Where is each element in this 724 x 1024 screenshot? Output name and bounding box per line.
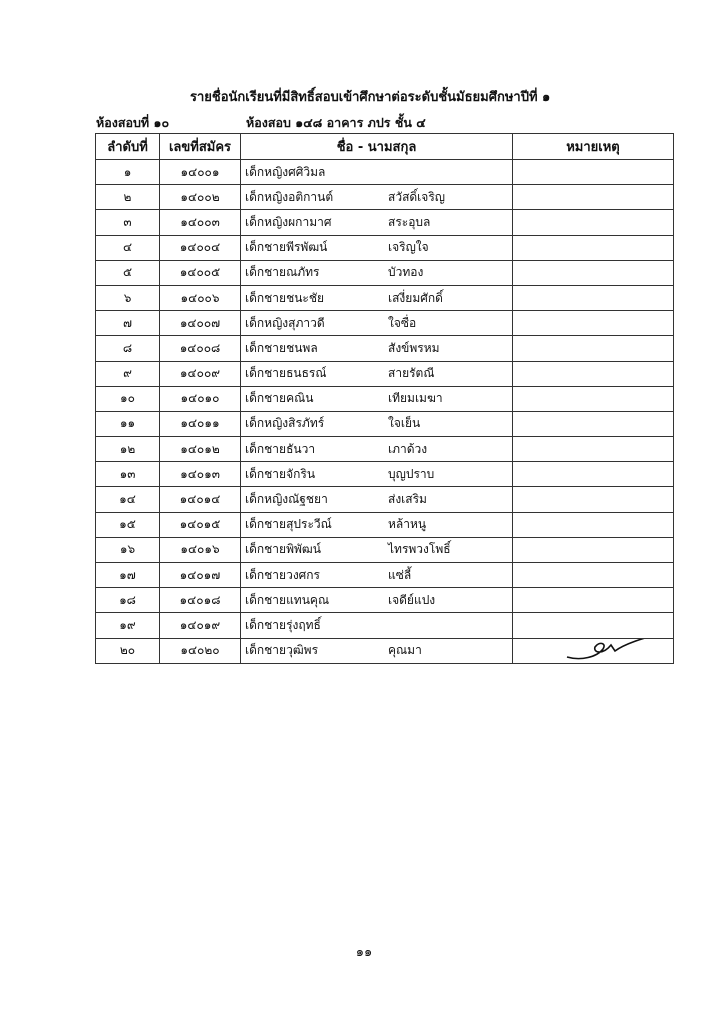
student-name (241, 437, 513, 462)
first-name: เด็กชายคณิน (245, 391, 314, 406)
application-number: ๑๔๐๐๖ (160, 285, 241, 310)
remark-cell (513, 311, 674, 336)
remark-cell (513, 437, 674, 462)
application-number: ๑๔๐๐๘ (160, 336, 241, 361)
application-number: ๑๔๐๑๙ (160, 613, 241, 638)
student-name (241, 311, 513, 336)
row-number: ๑๓ (96, 462, 160, 487)
table-row (96, 563, 674, 588)
application-number: ๑๔๐๑๒ (160, 437, 241, 462)
last-name: เสงี่ยมศักดิ์ (388, 290, 443, 305)
last-name: คุณมา (388, 643, 422, 658)
first-name: เด็กชายพีรพัฒน์ (245, 240, 328, 255)
first-name: เด็กชายจักริน (245, 466, 316, 481)
table-row (96, 411, 674, 436)
remark-cell (513, 537, 674, 562)
student-name (241, 210, 513, 235)
first-name: เด็กชายชนะชัย (245, 290, 325, 305)
application-number: ๑๔๐๐๗ (160, 311, 241, 336)
table-row (96, 487, 674, 512)
last-name: แซ่ลี้ (388, 567, 412, 582)
student-name (241, 185, 513, 210)
remark-cell (513, 160, 674, 185)
remark-cell (513, 563, 674, 588)
first-name: เด็กชายธันวา (245, 441, 316, 456)
table-row (96, 638, 674, 663)
row-number: ๑๑ (96, 411, 160, 436)
last-name: เจริญใจ (388, 240, 429, 255)
table-row (96, 588, 674, 613)
column-header-name: ชื่อ - นามสกุล (241, 134, 513, 160)
row-number: ๑๔ (96, 487, 160, 512)
first-name: เด็กชายวุฒิพร (245, 643, 319, 658)
row-number: ๑ (96, 160, 160, 185)
application-number: ๑๔๐๐๒ (160, 185, 241, 210)
first-name: เด็กชายชนพล (245, 340, 318, 355)
table-header-row (96, 134, 674, 160)
column-header-remark: หมายเหตุ (513, 134, 674, 160)
table-row (96, 537, 674, 562)
student-name (241, 638, 513, 663)
row-number: ๖ (96, 285, 160, 310)
last-name: ไทรพวงโพธิ์ (388, 542, 451, 557)
table-row (96, 311, 674, 336)
row-number: ๕ (96, 260, 160, 285)
remark-cell (513, 336, 674, 361)
first-name: เด็กหญิงผกามาศ (245, 214, 332, 229)
first-name: เด็กหญิงสิรภัทร์ (245, 416, 325, 431)
first-name: เด็กชายรุ่งฤทธิ์ (245, 617, 321, 632)
remark-cell (513, 235, 674, 260)
student-name (241, 563, 513, 588)
row-number: ๔ (96, 235, 160, 260)
page-number: ๑๑ (355, 945, 373, 960)
table-row (96, 160, 674, 185)
row-number: ๑๘ (96, 588, 160, 613)
remark-cell (513, 386, 674, 411)
table-row (96, 285, 674, 310)
table-row (96, 361, 674, 386)
student-name (241, 160, 513, 185)
first-name: เด็กชายพิพัฒน์ (245, 542, 321, 557)
remark-cell (513, 260, 674, 285)
table-body (96, 160, 674, 664)
remark-cell (513, 512, 674, 537)
application-number: ๑๔๐๑๔ (160, 487, 241, 512)
row-number: ๗ (96, 311, 160, 336)
last-name: บุญปราบ (388, 466, 435, 481)
row-number: ๑๐ (96, 386, 160, 411)
student-name (241, 588, 513, 613)
application-number: ๑๔๐๐๙ (160, 361, 241, 386)
row-number: ๑๙ (96, 613, 160, 638)
first-name: เด็กหญิงอติกานต์ (245, 189, 334, 204)
remark-cell (513, 487, 674, 512)
row-number: ๑๕ (96, 512, 160, 537)
first-name: เด็กชายธนธรณ์ (245, 366, 327, 381)
last-name: ใจเย็น (388, 416, 421, 431)
last-name: เภาด้วง (388, 441, 428, 456)
application-number: ๑๔๐๑๐ (160, 386, 241, 411)
table-row (96, 437, 674, 462)
application-number: ๑๔๐๑๕ (160, 512, 241, 537)
remark-cell (513, 361, 674, 386)
application-number: ๑๔๐๑๖ (160, 537, 241, 562)
row-number: ๑๖ (96, 537, 160, 562)
remark-cell (513, 638, 674, 663)
application-number: ๑๔๐๐๔ (160, 235, 241, 260)
student-name (241, 386, 513, 411)
student-name (241, 512, 513, 537)
student-name (241, 487, 513, 512)
remark-cell (513, 588, 674, 613)
last-name: ส่งเสริม (388, 492, 427, 507)
last-name: ใจซื่อ (388, 315, 417, 330)
application-number: ๑๔๐๐๕ (160, 260, 241, 285)
first-name: เด็กหญิงสุภาวดี (245, 315, 325, 330)
application-number: ๑๔๐๐๑ (160, 160, 241, 185)
student-name (241, 613, 513, 638)
table-row (96, 386, 674, 411)
row-number: ๒ (96, 185, 160, 210)
table-row (96, 185, 674, 210)
student-name (241, 260, 513, 285)
application-number: ๑๔๐๑๑ (160, 411, 241, 436)
student-name (241, 537, 513, 562)
student-name (241, 285, 513, 310)
remark-cell (513, 210, 674, 235)
application-number: ๑๔๐๑๓ (160, 462, 241, 487)
first-name: เด็กหญิงศศิวิมล (245, 164, 326, 179)
row-number: ๒๐ (96, 638, 160, 663)
row-number: ๙ (96, 361, 160, 386)
last-name: สายรัตณี (388, 366, 435, 381)
application-number: ๑๔๐๑๗ (160, 563, 241, 588)
last-name: บัวทอง (388, 265, 424, 280)
first-name: เด็กชายวงศกร (245, 567, 320, 582)
exam-room-location: ห้องสอบ ๑๔๘ อาคาร ภปร ชั้น ๔ (246, 115, 426, 130)
remark-cell (513, 613, 674, 638)
exam-room-number: ห้องสอบที่ ๑๐ (96, 115, 170, 130)
remark-cell (513, 285, 674, 310)
student-name (241, 361, 513, 386)
table-row (96, 235, 674, 260)
column-header-application: เลขที่สมัคร (160, 134, 241, 160)
last-name: เจดีย์แปง (388, 592, 436, 607)
row-number: ๑๗ (96, 563, 160, 588)
row-number: ๓ (96, 210, 160, 235)
first-name: เด็กหญิงณัฐชยา (245, 492, 328, 507)
last-name: สังข์พรหม (388, 340, 440, 355)
application-number: ๑๔๐๒๐ (160, 638, 241, 663)
application-number: ๑๔๐๐๓ (160, 210, 241, 235)
student-table (95, 133, 674, 664)
student-name (241, 336, 513, 361)
first-name: เด็กชายณภัทร (245, 265, 320, 280)
row-number: ๘ (96, 336, 160, 361)
remark-cell (513, 411, 674, 436)
last-name: สระอุบล (388, 214, 431, 229)
application-number: ๑๔๐๑๘ (160, 588, 241, 613)
last-name: เทียมเมฆา (388, 391, 443, 406)
first-name: เด็กชายแทนคุณ (245, 592, 330, 607)
remark-cell (513, 462, 674, 487)
document-title: รายชื่อนักเรียนที่มีสิทธิ์สอบเข้าศึกษาต่อระดับชั้นมัธยมศึกษาปีที่ ๑ (190, 90, 551, 105)
remark-cell (513, 185, 674, 210)
table-row (96, 260, 674, 285)
first-name: เด็กชายสุประวีณ์ (245, 517, 332, 532)
table-row (96, 512, 674, 537)
column-header-no: ลำดับที่ (96, 134, 160, 160)
table-row (96, 336, 674, 361)
signature-icon (563, 638, 673, 663)
student-name (241, 411, 513, 436)
table-row (96, 210, 674, 235)
table-row (96, 613, 674, 638)
table-row (96, 462, 674, 487)
last-name: หล้าหนู (388, 517, 427, 532)
row-number: ๑๒ (96, 437, 160, 462)
last-name: สวัสดิ์เจริญ (388, 189, 445, 204)
student-name (241, 462, 513, 487)
student-name (241, 235, 513, 260)
